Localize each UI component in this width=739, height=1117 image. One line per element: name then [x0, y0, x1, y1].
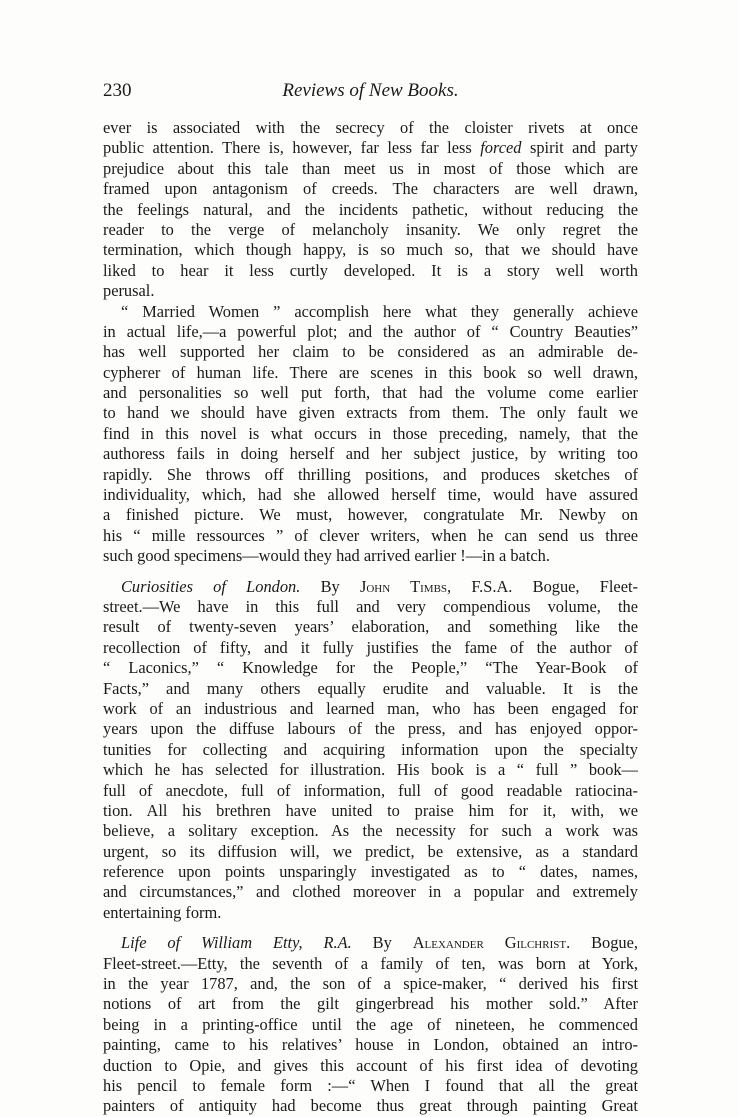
text-line: tunities for collecting and acquiring information upon the specialty: [103, 739, 638, 759]
review-heading-line: Life of William Etty, R.A. By Alexander Gilchrist. Bogue,: [121, 933, 638, 953]
text-line: Fleet-street.—Etty, the seventh of a family of ten, was born at York,: [103, 953, 638, 973]
text-line: individuality, which, had she allowed herself time, would have assured: [103, 485, 638, 505]
text-line: liked to hear it less curtly developed. It is a story well worth: [103, 260, 638, 280]
paragraph-cloister-tale: [103, 118, 638, 302]
text-line: authoress fails in doing herself and her subject justice, by writing too: [103, 444, 638, 464]
text-line: his “ mille ressources ” of clever writers, when he can send us three: [103, 525, 638, 545]
text-line: public attention. There is, however, far less far less forced spirit and party: [103, 138, 638, 158]
text-line: framed upon antagonism of creeds. The characters are well drawn,: [103, 179, 638, 199]
text-line: “ Laconics,” “ Knowledge for the People,” “The Year-Book of: [103, 658, 638, 678]
page-header: [103, 80, 638, 108]
book-title: Life of William Etty, R.A.: [121, 933, 352, 953]
text-line: which he has selected for illustration. His book is a “ full ” book—: [103, 760, 638, 780]
text-line: street.—We have in this full and very compendious volume, the: [103, 596, 638, 616]
text-line: notions of art from the gilt gingerbread his mother sold.” After: [103, 994, 638, 1014]
text-line: tion. All his brethren have united to praise him for it, with, we: [103, 800, 638, 820]
running-title: Reviews of New Books.: [282, 80, 459, 101]
text-line: urgent, so its diffusion will, we predict, be extensive, as a standard: [103, 841, 638, 861]
review-life-of-william-etty: [103, 933, 638, 1117]
text-line: reader to the verge of melancholy insanity. We only regret the: [103, 219, 638, 239]
text-line: Facts,” and many others equally erudite and valuable. It is the: [103, 678, 638, 698]
text-line: years upon the diffuse labours of the press, and has enjoyed oppor-: [103, 719, 638, 739]
text-line: painters of antiquity had become thus great through painting Great: [103, 1096, 638, 1116]
paragraph-married-women: [103, 302, 638, 567]
page-number: 230: [103, 80, 132, 101]
text-line: cypherer of human life. There are scenes in this book so well drawn,: [103, 362, 638, 382]
text-line: recollection of fifty, and it fully justifies the fame of the author of: [103, 637, 638, 657]
text-line: the feelings natural, and the incidents pathetic, without reducing the: [103, 199, 638, 219]
text-line: his pencil to female form :—“ When I found that all the great: [103, 1075, 638, 1095]
text-line: work of an industrious and learned man, who has been engaged for: [103, 698, 638, 718]
text-line: and circumstances,” and clothed moreover in a popular and extremely: [103, 882, 638, 902]
text-line: to hand we should have given extracts from them. The only fault we: [103, 403, 638, 423]
text-line: a finished picture. We must, however, congratulate Mr. Newby on: [103, 505, 638, 525]
text-line: such good specimens—would they had arrived earlier !—in a batch.: [103, 546, 550, 566]
text-line: believe, a solitary exception. As the necessity for such a work was: [103, 821, 638, 841]
text-line: and personalities so well put forth, that had the volume come earlier: [103, 383, 638, 403]
author-name: Alexander Gilchrist: [412, 933, 567, 953]
text-line: reference upon points unsparingly investigated as to “ dates, names,: [103, 862, 638, 882]
text-line: result of twenty-seven years’ elaboration, and something like the: [103, 617, 638, 637]
text-line: in actual life,—a powerful plot; and the author of “ Country Beauties”: [103, 321, 638, 341]
text-line: prejudice about this tale than meet us in most of those which are: [103, 158, 638, 178]
text-line: being in a printing-office until the age of nineteen, he commenced: [103, 1014, 638, 1034]
review-heading-line: Curiosities of London. By John Timbs, F.S.A. Bogue, Fleet-: [121, 576, 638, 596]
emphasis-word: forced: [480, 138, 522, 158]
text-line: termination, which though happy, is so much so, that we should have: [103, 240, 638, 260]
text-line: “ Married Women ” accomplish here what they generally achieve: [121, 301, 638, 321]
text-line: find in this novel is what occurs in those preceding, namely, that the: [103, 423, 638, 443]
text-line: full of anecdote, full of information, full of good readable ratiocina-: [103, 780, 638, 800]
body-text: [103, 118, 638, 1117]
author-name: John Timbs: [359, 576, 448, 596]
text-line: duction to Opie, and gives this account of his first idea of devoting: [103, 1055, 638, 1075]
review-curiosities-of-london: [103, 577, 638, 924]
text-line: ever is associated with the secrecy of the cloister rivets at once: [103, 118, 638, 137]
text-line: perusal.: [103, 281, 155, 301]
text-line: has well supported her claim to be considered as an admirable de-: [103, 342, 638, 362]
text-line: entertaining form.: [103, 902, 222, 922]
book-title: Curiosities of London.: [121, 576, 301, 596]
text-line: rapidly. She throws off thrilling positions, and produces sketches of: [103, 464, 638, 484]
text-line: painting, came to his relatives’ house in London, obtained an intro-: [103, 1035, 638, 1055]
text-line: in the year 1787, and, the son of a spice-maker, “ derived his first: [103, 974, 638, 994]
